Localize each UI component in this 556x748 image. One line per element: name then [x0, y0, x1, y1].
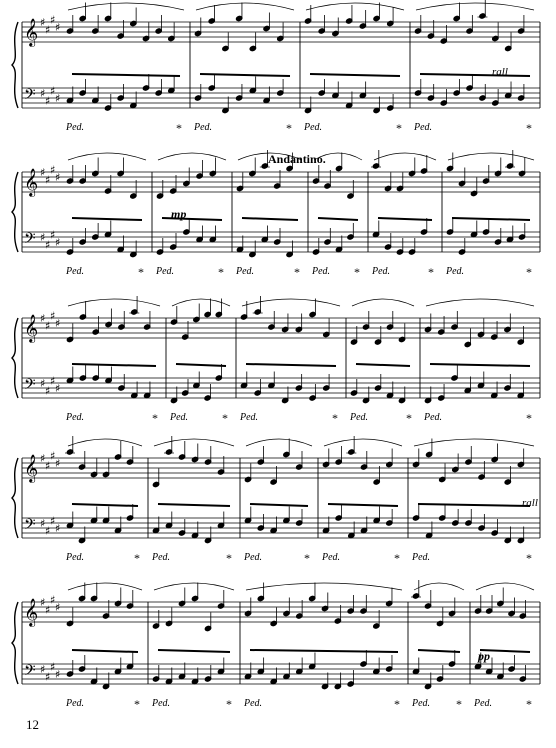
sharp-sign: ♯ [45, 524, 51, 538]
pedal-mark: Ped. [236, 266, 255, 277]
brace [12, 22, 18, 108]
sharp-sign: ♯ [55, 382, 61, 395]
beam [418, 504, 530, 506]
beam [452, 218, 530, 220]
beam [318, 218, 358, 220]
beam [72, 218, 142, 220]
bass-clef: 𝄢 [24, 516, 36, 537]
pedal-mark: Ped. [424, 412, 443, 423]
treble-clef: 𝄞 [24, 18, 39, 46]
key-signatures [40, 14, 60, 684]
pedal-release: * [428, 265, 434, 279]
pedal-mark: Ped. [66, 412, 85, 423]
slur [414, 583, 464, 590]
sharp-sign: ♯ [40, 596, 46, 609]
sharp-sign: ♯ [40, 231, 46, 244]
sharp-sign: ♯ [55, 236, 61, 249]
beam [176, 364, 226, 366]
sharp-sign: ♯ [40, 663, 46, 676]
treble-clef: 𝄞 [24, 454, 39, 482]
slur [68, 439, 142, 446]
sharp-sign: ♯ [45, 603, 51, 617]
pedal-mark: Ped. [152, 552, 171, 563]
pedal-release: * [332, 411, 338, 425]
sharp-sign: ♯ [40, 87, 46, 100]
sharp-sign: ♯ [45, 238, 51, 252]
notes [65, 0, 530, 690]
sharp-sign: ♯ [50, 374, 56, 388]
slur [426, 299, 534, 306]
pedal-mark: Ped. [66, 552, 85, 563]
pedal-mark: Ped. [412, 698, 431, 709]
slur [68, 299, 160, 306]
beam [378, 218, 432, 220]
slur [154, 583, 234, 590]
sharp-sign: ♯ [45, 173, 51, 187]
sharp-sign: ♯ [50, 660, 56, 674]
sharp-sign: ♯ [40, 517, 46, 530]
sharp-sign: ♯ [55, 522, 61, 535]
slur [448, 153, 534, 160]
sharp-sign: ♯ [55, 668, 61, 681]
rall-mark-1: rall [492, 66, 508, 78]
sharp-sign: ♯ [45, 23, 51, 37]
sharp-sign: ♯ [45, 384, 51, 398]
treble-clef: 𝄞 [24, 598, 39, 626]
sharp-sign: ♯ [55, 317, 61, 330]
pedal-release: * [406, 411, 412, 425]
pedal-mark: Ped. [66, 698, 85, 709]
pedal-mark: Ped. [66, 122, 85, 133]
sharp-sign: ♯ [40, 16, 46, 29]
sharp-sign: ♯ [40, 166, 46, 179]
slur [324, 439, 402, 446]
pedal-release: * [176, 121, 182, 135]
pedal-mark: Ped. [194, 122, 213, 133]
pedal-mark: Ped. [240, 412, 259, 423]
bass-clef: 𝄢 [24, 86, 36, 107]
slur [246, 583, 402, 590]
pedal-release: * [218, 265, 224, 279]
sharp-sign: ♯ [50, 449, 56, 463]
tempo-marking: Andantino. [268, 152, 326, 166]
pedal-mark: Ped. [152, 698, 171, 709]
pedal-mark: Ped. [244, 552, 263, 563]
sharp-sign: ♯ [45, 459, 51, 473]
beam [418, 650, 460, 652]
pedal-release: * [222, 411, 228, 425]
pedal-release: * [396, 121, 402, 135]
brace [12, 458, 18, 538]
sharp-sign: ♯ [55, 21, 61, 34]
pedal-mark: Ped. [312, 266, 331, 277]
beam [158, 650, 230, 652]
pedal-mark: Ped. [350, 412, 369, 423]
pedal-mark: Ped. [156, 266, 175, 277]
beam [72, 504, 138, 506]
slur [246, 439, 312, 446]
brace [12, 602, 18, 684]
staff-lines [12, 22, 540, 684]
sharp-sign: ♯ [50, 13, 56, 27]
sharp-sign: ♯ [45, 319, 51, 333]
pedal-marks [65, 121, 532, 711]
pedal-release: * [394, 551, 400, 565]
treble-clef: 𝄞 [24, 168, 39, 196]
slur [196, 3, 294, 10]
pedal-release: * [456, 697, 462, 711]
bass-clef: 𝄢 [24, 662, 36, 683]
pedal-mark: Ped. [412, 552, 431, 563]
beam [200, 74, 290, 76]
pedal-release: * [226, 697, 232, 711]
clefs [24, 18, 38, 683]
barlines [22, 22, 540, 684]
sharp-sign: ♯ [55, 92, 61, 105]
pedal-mark: Ped. [304, 122, 323, 133]
pedal-release: * [526, 265, 532, 279]
pedal-release: * [294, 265, 300, 279]
sharp-sign: ♯ [50, 514, 56, 528]
pedal-release: * [286, 121, 292, 135]
beam [250, 650, 398, 652]
pedal-release: * [526, 551, 532, 565]
dynamic-pp: pp [478, 649, 490, 663]
slur [68, 583, 142, 590]
slur [242, 299, 340, 306]
beam [420, 74, 530, 76]
pedal-release: * [526, 411, 532, 425]
sharp-sign: ♯ [50, 84, 56, 98]
rall-mark-2: rall [522, 497, 538, 509]
bass-clef: 𝄢 [24, 230, 36, 251]
beam [72, 650, 138, 652]
beam [310, 74, 400, 76]
dynamic-mp: mp [171, 207, 187, 221]
sharp-sign: ♯ [50, 228, 56, 242]
pedal-mark: Ped. [474, 698, 493, 709]
pedal-release: * [134, 697, 140, 711]
brace [12, 318, 18, 398]
pedal-mark: Ped. [372, 266, 391, 277]
beam [158, 504, 230, 506]
pedal-release: * [152, 411, 158, 425]
slur [154, 439, 234, 446]
pedal-mark: Ped. [446, 266, 465, 277]
pedal-release: * [526, 697, 532, 711]
bass-clef: 𝄢 [24, 376, 36, 397]
sharp-sign: ♯ [50, 163, 56, 177]
slur [416, 3, 534, 10]
pedal-release: * [138, 265, 144, 279]
pedal-mark: Ped. [170, 412, 189, 423]
pedal-release: * [304, 551, 310, 565]
pedal-mark: Ped. [414, 122, 433, 133]
sharp-sign: ♯ [40, 377, 46, 390]
beam [430, 364, 530, 366]
treble-clef: 𝄞 [24, 314, 39, 342]
slurs [68, 3, 534, 590]
sharp-sign: ♯ [50, 309, 56, 323]
sharp-sign: ♯ [40, 312, 46, 325]
beam [250, 504, 308, 506]
beam [246, 364, 336, 366]
sharp-sign: ♯ [55, 457, 61, 470]
sharp-sign: ♯ [55, 171, 61, 184]
beam [72, 364, 156, 366]
brace [12, 172, 18, 252]
beam [356, 364, 410, 366]
slur [306, 3, 404, 10]
pedal-release: * [526, 121, 532, 135]
slur [352, 299, 414, 306]
sharp-sign: ♯ [45, 94, 51, 108]
sharp-sign: ♯ [45, 670, 51, 684]
beam [328, 504, 398, 506]
beam [72, 74, 180, 76]
pedal-mark: Ped. [66, 266, 85, 277]
pedal-mark: Ped. [244, 698, 263, 709]
slur [476, 583, 534, 590]
pedal-release: * [394, 697, 400, 711]
pedal-release: * [354, 265, 360, 279]
beam [242, 218, 298, 220]
sharp-sign: ♯ [50, 593, 56, 607]
pedal-release: * [226, 551, 232, 565]
page-number: 12 [26, 717, 39, 732]
sharp-sign: ♯ [40, 452, 46, 465]
pedal-release: * [134, 551, 140, 565]
pedal-mark: Ped. [322, 552, 341, 563]
slur [68, 153, 146, 160]
sharp-sign: ♯ [55, 601, 61, 614]
